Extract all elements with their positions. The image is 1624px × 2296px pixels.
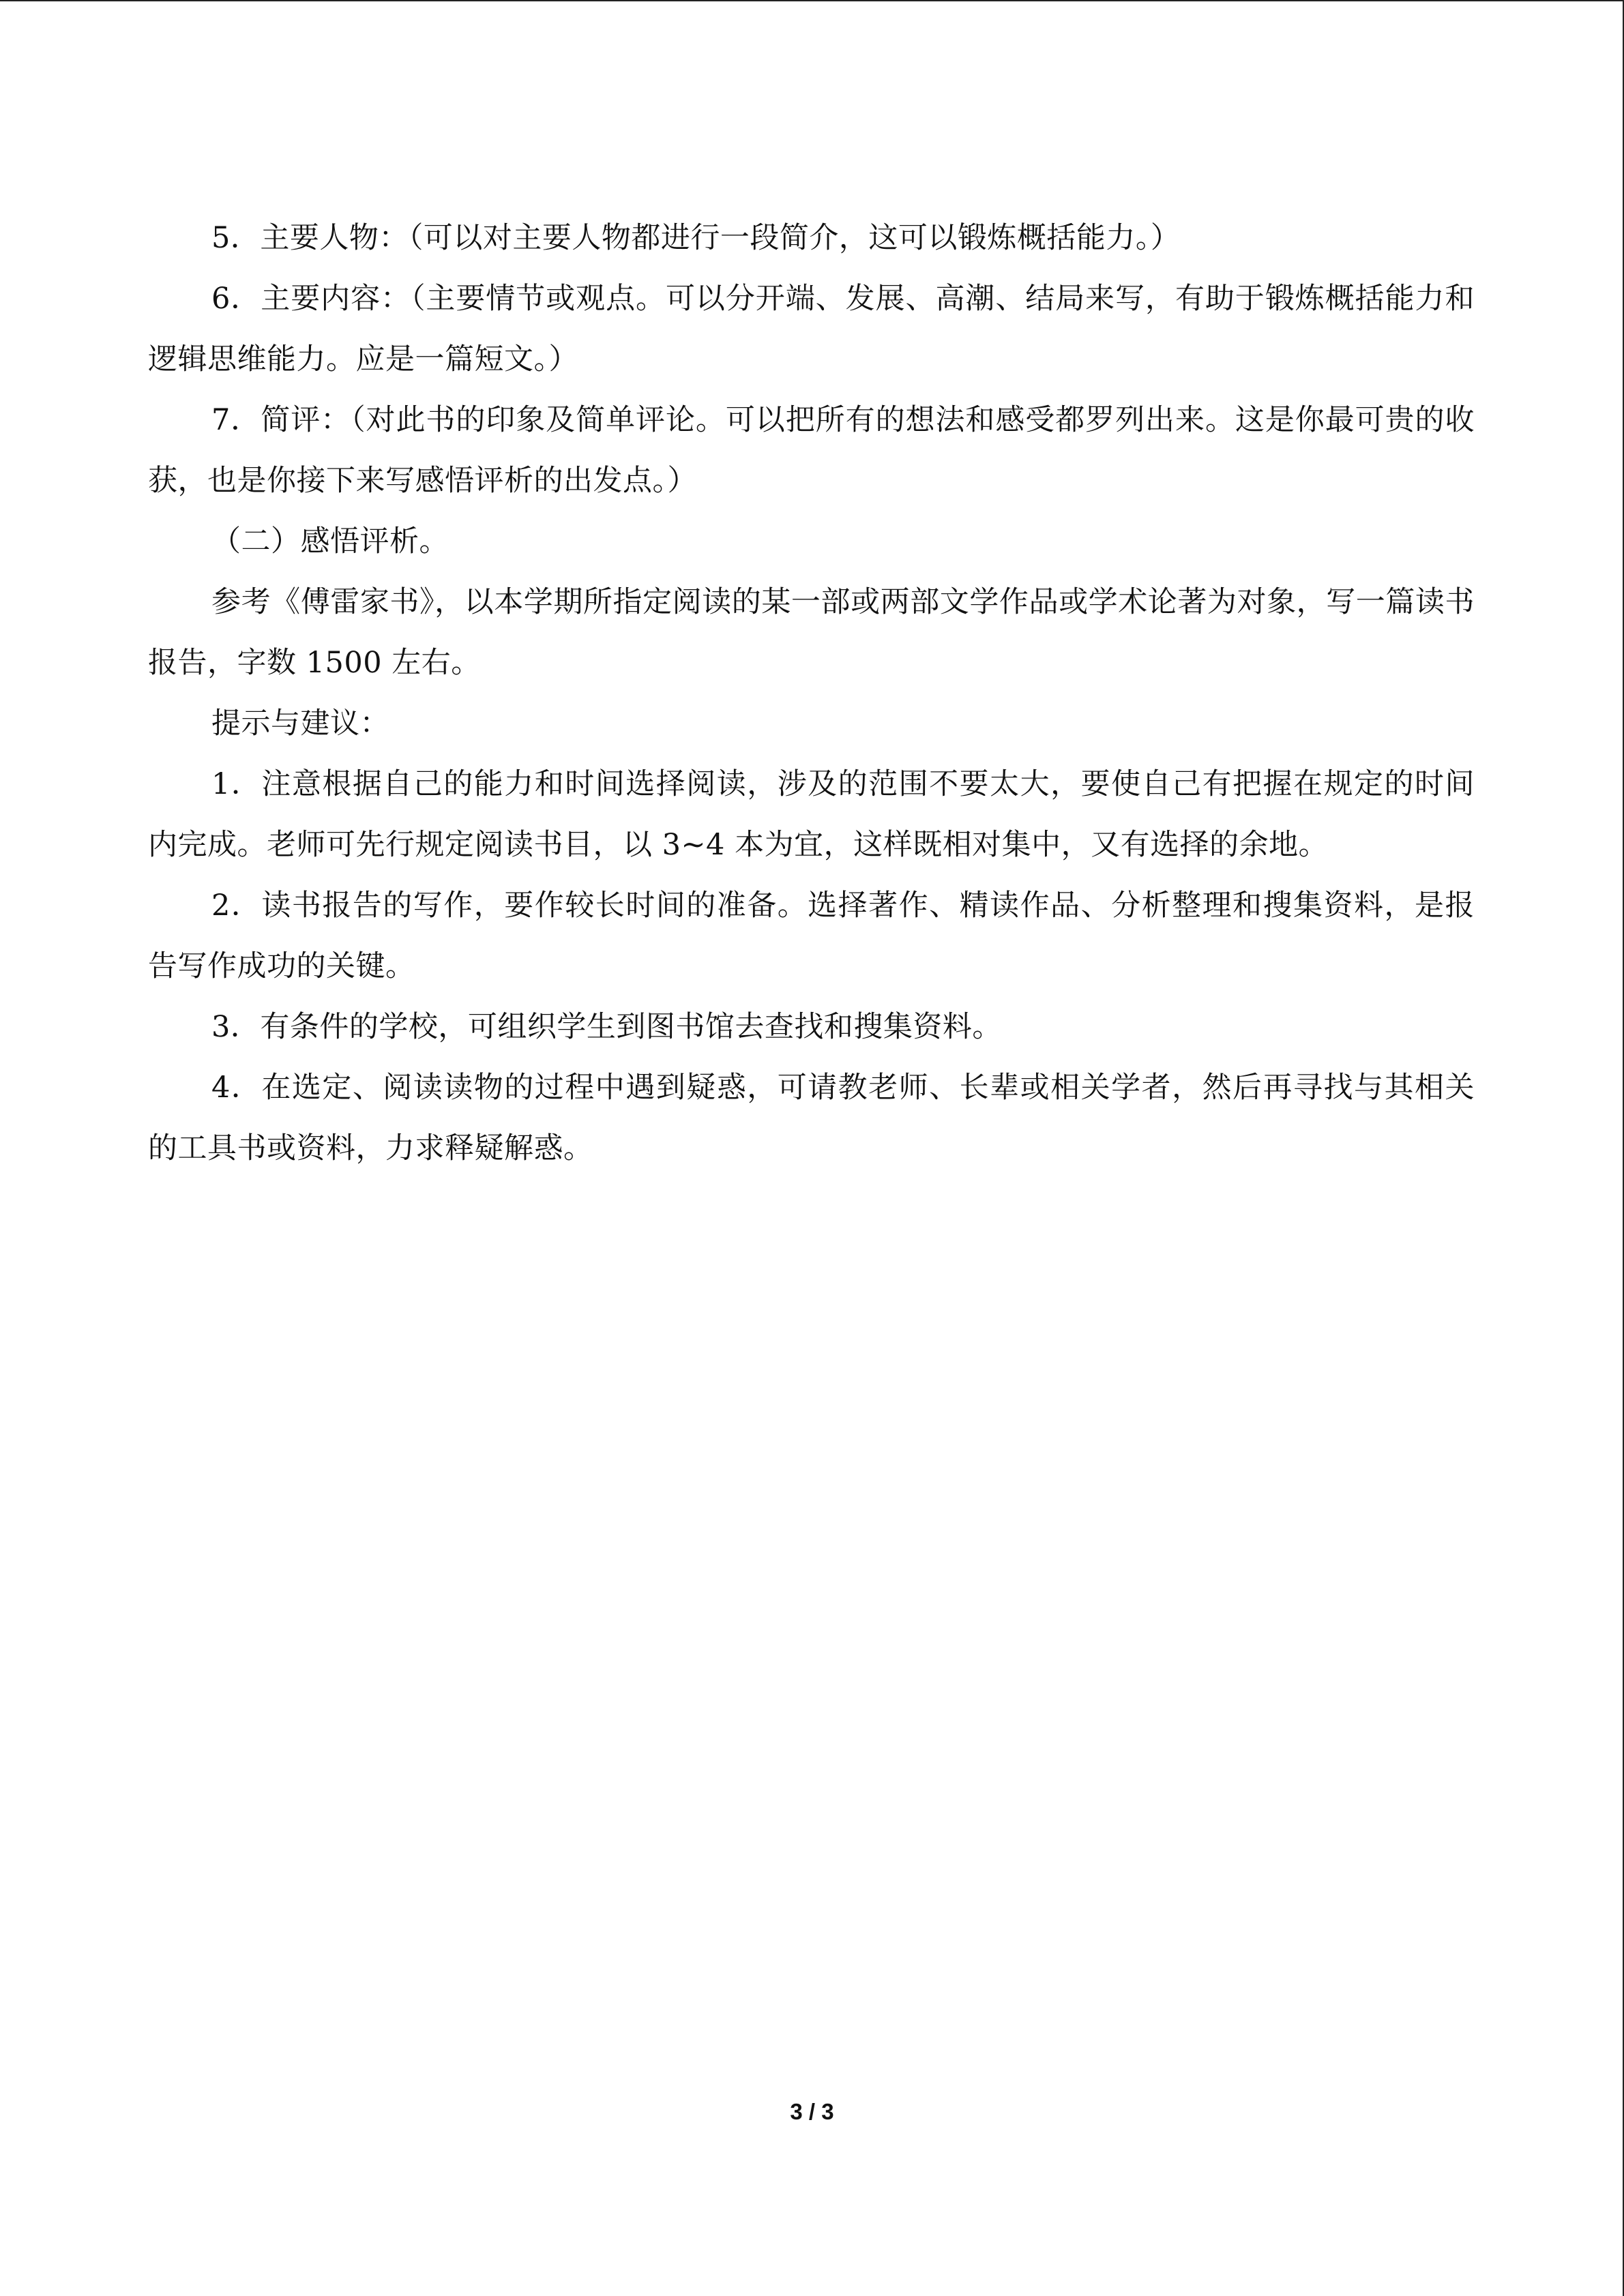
page-number: 3 / 3	[790, 2099, 834, 2124]
tip-item-3: 3．有条件的学校，可组织学生到图书馆去查找和搜集资料。	[211, 1010, 1002, 1044]
tips-heading: 提示与建议：	[211, 706, 389, 741]
document-body	[148, 208, 1475, 1179]
tip-item-1: 1．注意根据自己的能力和时间选择阅读，涉及的范围不要太大，要使自己有把握在规定的时间内完成。老师可先行规定阅读书目，以 3~4 本为宜，这样既相对集中，又有选择的余地。	[148, 767, 1475, 862]
page-border-top	[0, 0, 1624, 1]
tip-item-4: 4．在选定、阅读读物的过程中遇到疑惑，可请教老师、长辈或相关学者，然后再寻找与其相关的工具书或资料，力求释疑解惑。	[148, 1071, 1475, 1165]
paragraph-assignment: 参考《傅雷家书》，以本学期所指定阅读的某一部或两部文学作品或学术论著为对象，写一篇读书报告，字数 1500 左右。	[148, 585, 1475, 680]
paragraph-main-characters: 5．主要人物：（可以对主要人物都进行一段简介，这可以锻炼概括能力。）	[211, 221, 1181, 255]
tip-item-2: 2．读书报告的写作，要作较长时间的准备。选择著作、精读作品、分析整理和搜集资料，是报告写作成功的关键。	[148, 889, 1475, 983]
section-heading-reflection: （二）感悟评析。	[211, 524, 449, 558]
paragraph-main-content: 6．主要内容：（主要情节或观点。可以分开端、发展、高潮、结局来写，有助于锻炼概括能力和逻辑思维能力。应是一篇短文。）	[148, 282, 1475, 376]
paragraph-brief-review: 7．简评：（对此书的印象及简单评论。可以把所有的想法和感受都罗列出来。这是你最可贵的收获，也是你接下来写感悟评析的出发点。）	[148, 403, 1475, 498]
